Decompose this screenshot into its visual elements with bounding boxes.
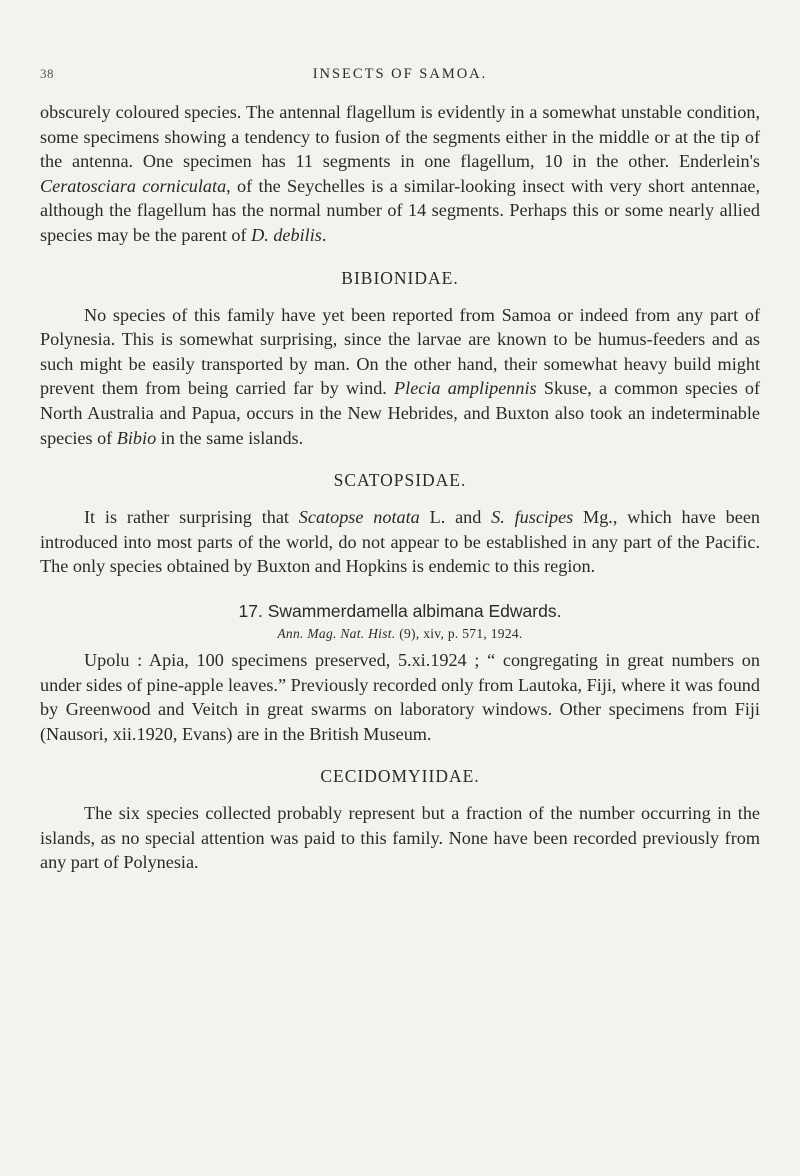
- bibionidae-paragraph: [40, 303, 760, 451]
- intro-paragraph: [40, 100, 760, 248]
- intro-species-debilis: D. debilis: [251, 224, 322, 245]
- species-17-citation: [40, 626, 760, 642]
- citation-journal: Ann. Mag. Nat. Hist.: [277, 625, 396, 641]
- heading-cecidomyiidae: CECIDOMYIIDAE.: [320, 766, 480, 787]
- scatopsidae-species-notata: Scatopse notata: [298, 507, 420, 528]
- scatopsidae-text-1: It is rather surprising that: [84, 507, 299, 528]
- intro-species-ceratosciara: Ceratosciara corniculata: [40, 175, 227, 196]
- scatopsidae-text-2: L. and: [419, 507, 492, 528]
- bibionidae-genus-bibio: Bibio: [116, 427, 157, 448]
- bibionidae-text-3: in the same islands.: [156, 427, 304, 448]
- cecidomyiidae-paragraph: The six species collected probably represent but a fraction of the number occurring in the islands, as no special attention was paid to this family. None have been recorded previously from any part of Polynesia.: [40, 803, 760, 873]
- bibionidae-species-plecia: Plecia amplipennis: [394, 378, 537, 399]
- heading-scatopsidae: SCATOPSIDAE.: [333, 470, 467, 491]
- intro-text-2: , of the Seychelles is a similar-looking insect with very short antennae, although the flagellum has the normal number of 14 segments. Perhaps this or some nearly allied species may be the parent of: [40, 175, 761, 245]
- species-17-heading: 17. Swammerdamella albimana Edwards.: [238, 600, 562, 621]
- bibionidae-text-2: Skuse, a common species of North Australia and Papua, occurs in the New Hebrides, and Buxton also took an indeterminable species of: [40, 378, 761, 448]
- bibionidae-text-1: No species of this family have yet been reported from Samoa or indeed from any part of Polynesia. This is somewhat surprising, since the larvae are known to be humus-feeders and as such might be easily transported by man. On the other hand, their somewhat heavy build might prevent them from being carried far by wind.: [40, 304, 760, 399]
- page-number: 38: [40, 66, 54, 81]
- scatopsidae-text-3: Mg., which have been introduced into most parts of the world, do not appear to be established in any part of the Pacific. The only species obtained by Buxton and Hopkins is endemic to this region.: [40, 507, 760, 577]
- scatopsidae-species-fuscipes: S. fuscipes: [491, 507, 574, 528]
- heading-bibionidae: BIBIONIDAE.: [341, 267, 459, 288]
- citation-details: (9), xiv, p. 571, 1924.: [395, 625, 523, 641]
- species-17-paragraph: Upolu : Apia, 100 specimens preserved, 5.xi.1924 ; “ congregating in great numbers on under sides of pine-apple leaves.” Previously recorded only from Lautoka, Fiji, where it was found by Greenwood and Veitch in great swarms on laboratory windows. Other specimens from Fiji (Nausori, xii.1920, Evans) are in the British Museum.: [40, 649, 760, 744]
- scatopsidae-paragraph: [40, 505, 760, 579]
- running-header: [40, 60, 760, 84]
- running-title: INSECTS OF SAMOA.: [312, 66, 488, 82]
- intro-text-3: .: [321, 224, 327, 245]
- book-page: [40, 60, 760, 875]
- intro-text-1: obscurely coloured species. The antennal flagellum is evidently in a somewhat unstable condition, some specimens showing a tendency to fusion of the segments either in the middle or at the tip of the antenna. One specimen has 11 segments in one flagellum, 10 in the other. Enderlein's: [40, 102, 760, 172]
